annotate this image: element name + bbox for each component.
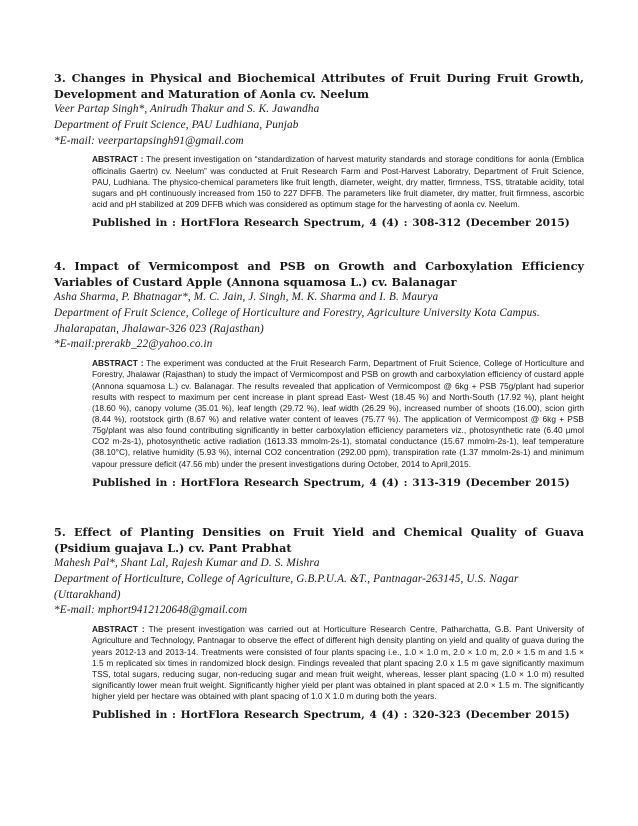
article-entry-3 [54,70,584,230]
article-authors: Asha Sharma, P. Bhatnagar*, M. C. Jain, J. Singh, M. K. Sharma and I. B. Maurya [54,291,439,303]
article-published: Published in : HortFlora Research Spectrum, 4 (4) : 313-319 (December 2015) [92,476,570,489]
article-published: Published in : HortFlora Research Spectrum, 4 (4) : 308-312 (December 2015) [92,217,570,230]
article-affiliation: Department of Horticulture, College of Agriculture, G.B.P.U.A. &T., Pantnagar-263145, U.S. Nagar (Uttarakhand) [54,572,519,601]
article-entry-4 [54,258,584,490]
article-authors: Mahesh Pal*, Shant Lal, Rajesh Kumar and D. S. Mishra [54,557,320,569]
article-entry-5 [54,524,584,722]
article-authors: Veer Partap Singh*, Anirudh Thakur and S. K. Jawandha [54,103,320,115]
article-title: 3. Changes in Physical and Biochemical Attributes of Fruit During Fruit Growth, Development and Maturation of Aonla cv. Neelum [54,71,584,101]
article-email: *E-mail:prerakb_22@yahoo.co.in [54,338,213,351]
article-abstract: ABSTRACT : The experiment was conducted at the Fruit Research Farm, Department of Fruit Science, College of Horticulture and Forestry, Jhalawar (Rajasthan) to study the impact of Vermicompost and PSB on growth and carboxylation efficiency of custard apple (Annona squamosa L.) cv. Balanagar. The results revealed that application of Vermicompost @ 6kg + PSB 75g/plant had superior results with respect to maximum per cent increase in plant spread East- West (18.45 %) and North-South (17.92 %), plant height (18.60 %), canopy volume (35.01 %), leaf length (29.72 %), leaf width (26.29 %), increased number of shoots (16.00), scion girth (8.44 %), rootstock girth (8.67 %) and relative water content of leaves (75.77 %). The application of Vermicompost @ 6kg + PSB 75g/plant was also found contributing significantly in better carboxylation efficiency parameters viz., photosynthetic rate (6.40 µmol CO2 m-2s-1), photosynthetic active radiation (1613.33 mmolm-2s-1), stomatal conductance (15.67 mmolm-2s-1), leaf temperature (38.10°C), relative humidity (5.93 %), internal CO2 concentration (292.00 ppm), transpiration rate (1.37 mmolm-2s-1) and minimum vapour pressure deficit (47.56 mb) under the present investigations during October, 2014 to April,2015. [92,358,584,469]
article-published: Published in : HortFlora Research Spectrum, 4 (4) : 320-323 (December 2015) [92,709,570,722]
article-abstract: ABSTRACT : The present investigation on “standardization of harvest maturity standards and storage conditions for aonla (Emblica officinalis Gaertn) cv. Neelum” was conducted at Fruit Research Farm and Post-Harvest Laboratry, Department of Fruit Science, PAU, Ludhiana. The physico-chemical parameters like fruit length, diameter, weight, dry matter, firmness, TSS, titratable acidity, total sugars and pH continuously increased from 150 to 227 DFFB. The parameters like fruit diameter, dry matter, fruit firmness, ascorbic acid and pH stabilized at 209 DFFB which was considered as optimum stage for the harvesting of aonla cv. Neelum. [92,154,585,210]
article-email: *E-mail: veerpartapsingh91@gmail.com [54,134,244,147]
article-title: 4. Impact of Vermicompost and PSB on Growth and Carboxylation Efficiency Variables of Custard Apple (Annona squamosa L.) cv. Balanagar [54,259,584,289]
article-abstract: ABSTRACT : The present investigation was carried out at Horticulture Research Centre, Patharchatta, G.B. Pant University of Agriculture and Technology, Pantnagar to observe the effect of different high density planting on yield and quality of guava during the years 2012-13 and 2013-14. Treatments were consisted of four plants spacing i.e., 1.0 × 1.0 m, 2.0 × 1.0 m, 2.0 × 1.5 m and 1.5 × 1.5 m replicated six times in randomized block design. Findings revealed that plant spacing 2.0 x 1.5 m gave significantly maximum TSS, total sugars, reducing sugar, non-reducing sugar and mean fruit weight, whereas, lesser plant spacing (1.0 × 1.0 m) resulted significantly lower mean fruit weight. Significantly higher yield per plant was obtained in plant spaced at 2.0 × 1.5 m. The significantly higher yield per hectare was obtained with plant spacing of 1.0 X 1.0 m during both the years. [92,624,585,702]
article-affiliation: Department of Fruit Science, College of Horticulture and Forestry, Agriculture University Kota Campus. Jhalarapatan, Jhalawar-326 023 (Rajasthan) [54,306,540,335]
article-title: 5. Effect of Planting Densities on Fruit Yield and Chemical Quality of Guava (Psidium guajava L.) cv. Pant Prabhat [54,525,584,555]
article-affiliation: Department of Fruit Science, PAU Ludhiana, Punjab [54,118,299,131]
article-email: *E-mail: mphort9412120648@gmail.com [54,604,248,617]
